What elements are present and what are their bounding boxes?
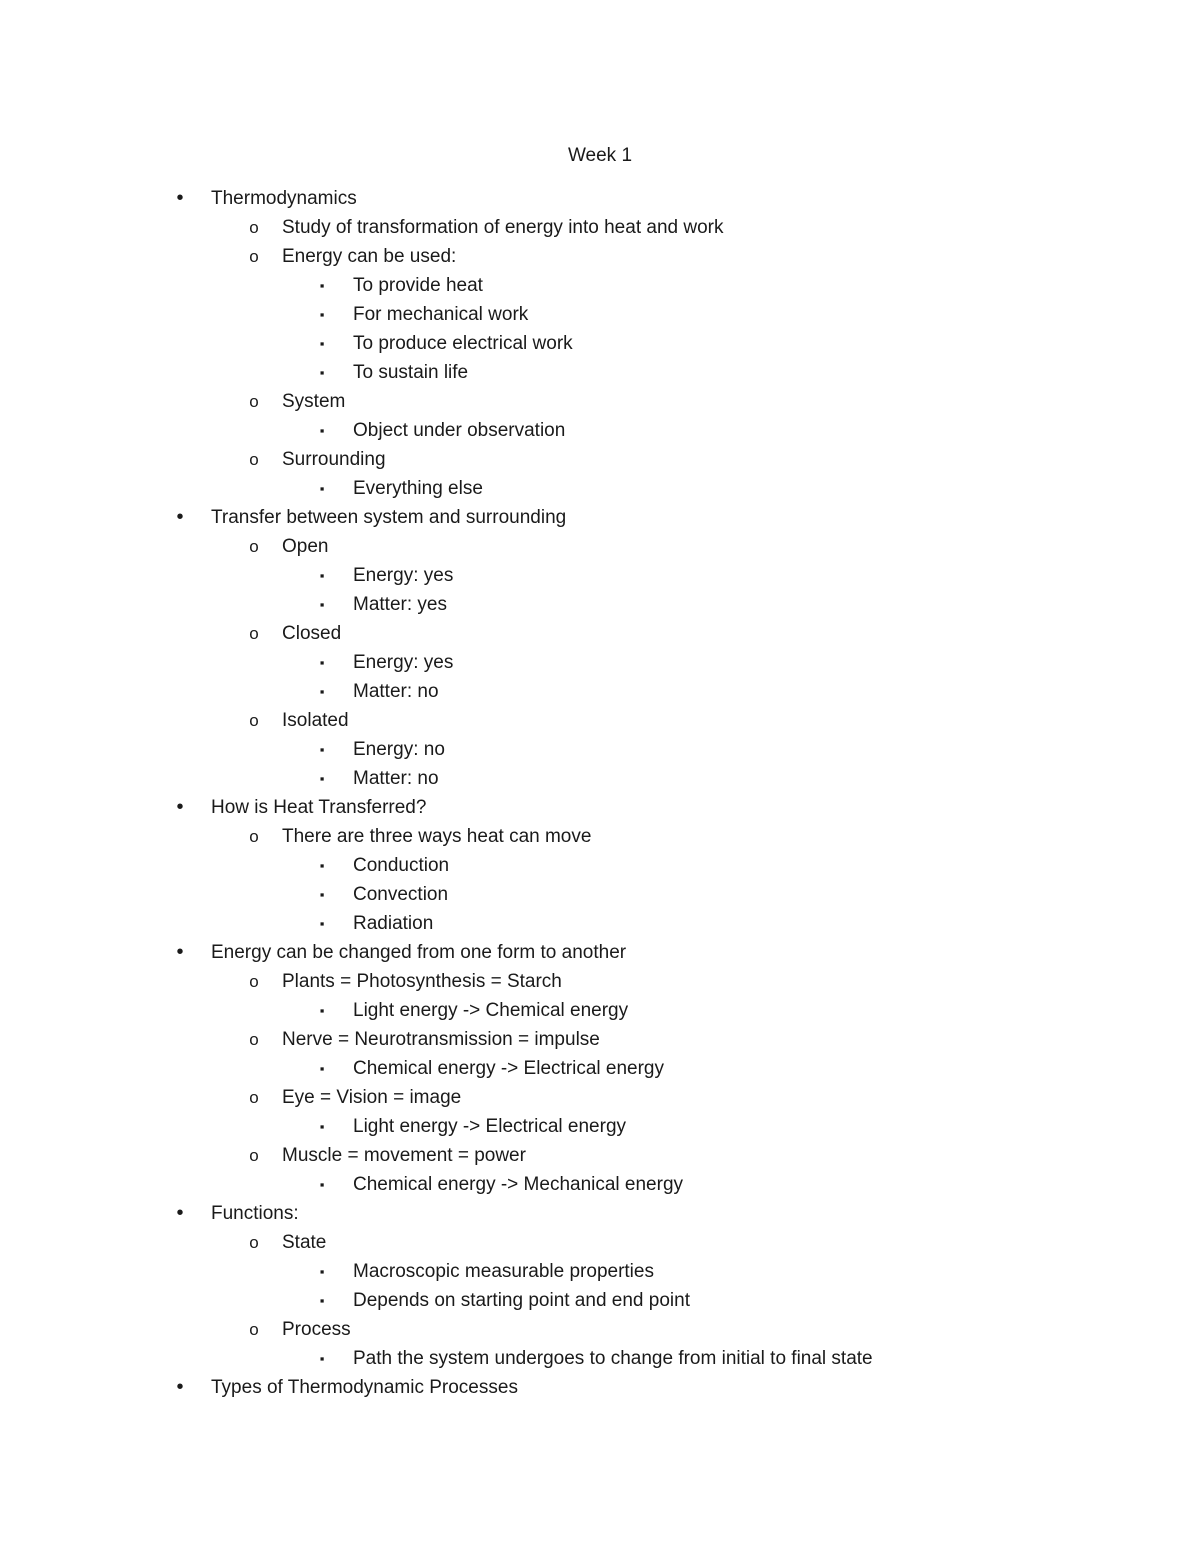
bullet-level-3-icon: ▪ — [319, 365, 325, 380]
list-item-text: Light energy -> Electrical energy — [353, 1116, 627, 1137]
bullet-level-3-icon: ▪ — [319, 278, 325, 293]
list-item-text: Chemical energy -> Mechanical energy — [353, 1174, 684, 1195]
bullet-level-2-icon: o — [249, 711, 259, 730]
list-item-text: To sustain life — [353, 362, 469, 383]
page-title: Week 1 — [567, 145, 633, 166]
bullet-level-1-icon: • — [176, 506, 184, 528]
bullet-level-2-icon: o — [249, 1030, 259, 1049]
list-item-text: To produce electrical work — [353, 333, 573, 354]
list-item-text: For mechanical work — [353, 304, 529, 325]
list-item-text: Isolated — [282, 710, 349, 731]
list-item-text: Matter: no — [353, 768, 439, 789]
list-item-text: Study of transformation of energy into heat and work — [282, 217, 724, 238]
bullet-level-3-icon: ▪ — [319, 568, 325, 583]
bullet-level-2-icon: o — [249, 827, 259, 846]
bullet-level-2-icon: o — [249, 392, 259, 411]
bullet-level-1-icon: • — [176, 941, 184, 963]
list-item-text: Conduction — [353, 855, 450, 876]
list-item-text: Chemical energy -> Electrical energy — [353, 1058, 664, 1079]
list-item-text: System — [282, 391, 346, 412]
bullet-level-3-icon: ▪ — [319, 307, 325, 322]
list-item-text: Nerve = Neurotransmission = impulse — [282, 1029, 600, 1050]
bullet-level-1-icon: • — [176, 796, 184, 818]
bullet-level-3-icon: ▪ — [319, 858, 325, 873]
bullet-level-2-icon: o — [249, 1320, 259, 1339]
list-item-text: Macroscopic measurable properties — [353, 1261, 654, 1282]
list-item-text: Energy: yes — [353, 652, 454, 673]
bullet-level-3-icon: ▪ — [319, 423, 325, 438]
list-item-text: Functions: — [211, 1203, 299, 1224]
bullet-level-3-icon: ▪ — [319, 1119, 325, 1134]
bullet-level-2-icon: o — [249, 1146, 259, 1165]
bullet-level-2-icon: o — [249, 624, 259, 643]
list-item-text: Energy: no — [353, 739, 445, 760]
list-item-text: Open — [282, 536, 329, 557]
bullet-level-3-icon: ▪ — [319, 481, 325, 496]
bullet-level-2-icon: o — [249, 537, 259, 556]
list-item-text: State — [282, 1232, 327, 1253]
bullet-level-3-icon: ▪ — [319, 655, 325, 670]
bullet-level-2-icon: o — [249, 1233, 259, 1252]
bullet-level-3-icon: ▪ — [319, 1003, 325, 1018]
bullet-level-2-icon: o — [249, 972, 259, 991]
list-item-text: Object under observation — [353, 420, 566, 441]
list-item-text: Everything else — [353, 478, 483, 499]
bullet-level-1-icon: • — [176, 1376, 184, 1398]
list-item-text: Process — [282, 1319, 351, 1340]
list-item-text: Energy can be changed from one form to another — [211, 942, 627, 963]
list-item-text: Thermodynamics — [211, 188, 357, 209]
list-item-text: Energy can be used: — [282, 246, 457, 267]
bullet-level-3-icon: ▪ — [319, 597, 325, 612]
bullet-level-3-icon: ▪ — [319, 336, 325, 351]
list-item-text: Types of Thermodynamic Processes — [211, 1377, 518, 1398]
list-item-text: Path the system undergoes to change from initial to final state — [353, 1348, 873, 1369]
bullet-level-3-icon: ▪ — [319, 771, 325, 786]
bullet-level-3-icon: ▪ — [319, 684, 325, 699]
bullet-level-3-icon: ▪ — [319, 1177, 325, 1192]
list-item-text: There are three ways heat can move — [282, 826, 592, 847]
list-item-text: Eye = Vision = image — [282, 1087, 462, 1108]
list-item-text: Transfer between system and surrounding — [211, 507, 567, 528]
bullet-level-3-icon: ▪ — [319, 916, 325, 931]
list-item-text: Plants = Photosynthesis = Starch — [282, 971, 562, 992]
list-item-text: Matter: yes — [353, 594, 447, 615]
bullet-level-3-icon: ▪ — [319, 742, 325, 757]
list-item-text: Depends on starting point and end point — [353, 1290, 690, 1311]
list-item-text: Convection — [353, 884, 449, 905]
bullet-level-3-icon: ▪ — [319, 1061, 325, 1076]
bullet-level-2-icon: o — [249, 247, 259, 266]
list-item-text: Closed — [282, 623, 342, 644]
bullet-level-2-icon: o — [249, 1088, 259, 1107]
bullet-level-3-icon: ▪ — [319, 1264, 325, 1279]
bullet-level-1-icon: • — [176, 187, 184, 209]
list-item-text: To provide heat — [353, 275, 483, 296]
list-item-text: Matter: no — [353, 681, 439, 702]
bullet-level-2-icon: o — [249, 218, 259, 237]
list-item-text: Muscle = movement = power — [282, 1145, 526, 1166]
list-item-text: Surrounding — [282, 449, 386, 470]
bullet-level-1-icon: • — [176, 1202, 184, 1224]
list-item-text: How is Heat Transferred? — [211, 797, 427, 818]
list-item-text: Energy: yes — [353, 565, 454, 586]
list-item-text: Light energy -> Chemical energy — [353, 1000, 629, 1021]
bullet-level-3-icon: ▪ — [319, 887, 325, 902]
bullet-level-3-icon: ▪ — [319, 1293, 325, 1308]
list-item-text: Radiation — [353, 913, 434, 934]
bullet-level-3-icon: ▪ — [319, 1351, 325, 1366]
bullet-level-2-icon: o — [249, 450, 259, 469]
